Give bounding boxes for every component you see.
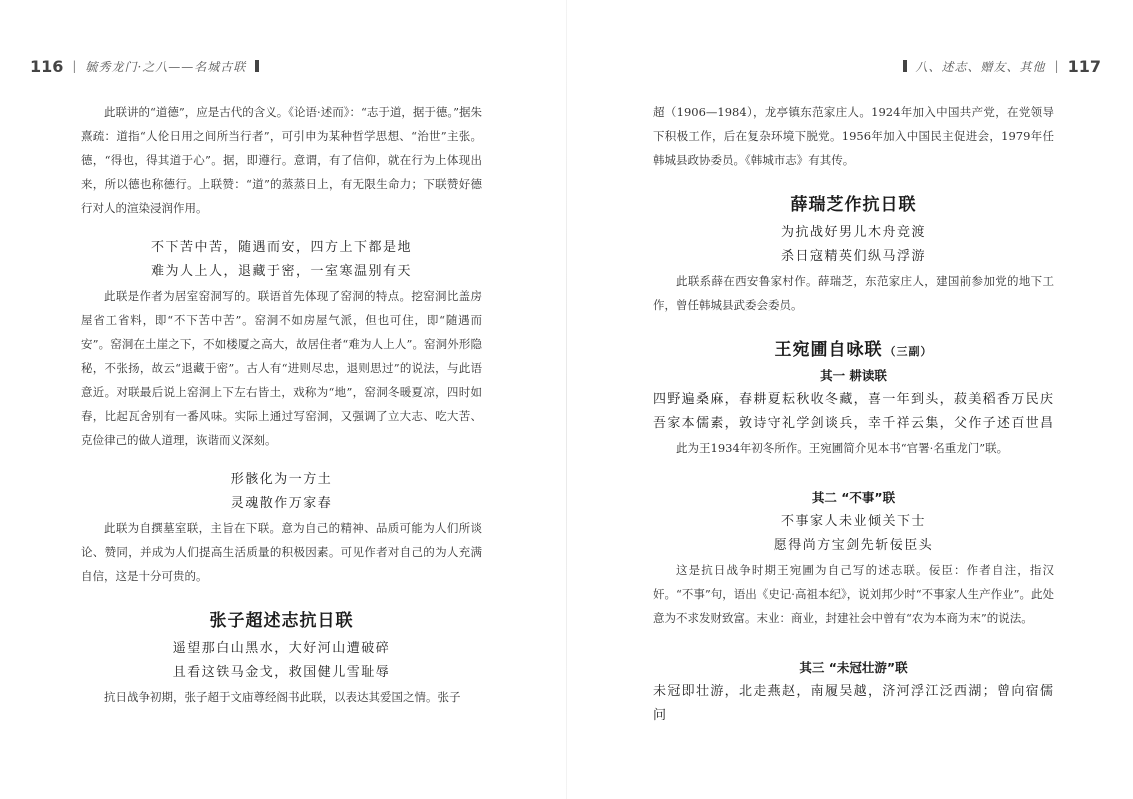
book-gutter xyxy=(566,0,567,799)
section-heading: 薛瑞芝作抗日联 xyxy=(790,195,917,215)
paragraph: 这是抗日战争时期王宛圃为自己写的述志联。佞臣：作者自注，指汉奸。“不事”句，语出《史记·高祖本纪》，说刘邦少时“不事家人生产作业”。此处意为不求发财致富。末业：商业，封建社会中曾有“农为本商为末”的说法。 xyxy=(653,563,1054,625)
header-block-icon xyxy=(903,60,907,72)
header-separator-icon: | xyxy=(72,59,77,73)
paragraph: 此联系薛在西安鲁家村作。薛瑞芝，东范家庄人，建国前参加党的地下工作，曾任韩城县武委会委员。 xyxy=(653,274,1054,312)
couplet-line: 未冠即壮游，北走燕赵，南履吴越，济河浮江泛西湖；曾向宿儒问 xyxy=(653,684,1054,723)
paragraph: 此联为自撰墓室联，主旨在下联。意为自己的精神、品质可能为人们所谈论、赞同，并成为人们提高生活质量的积极因素。可见作者对自己的为人充满自信，这是十分可贵的。 xyxy=(81,521,482,583)
header-block-icon xyxy=(255,60,259,72)
couplet-line: 杀日寇精英们纵马浮游 xyxy=(780,249,926,264)
subsection-heading: 其二 “不事”联 xyxy=(811,490,896,505)
subsection-heading: 其一 耕读联 xyxy=(820,368,887,383)
left-header-title: 毓秀龙门·之八——名城古联 xyxy=(85,59,247,74)
couplet-line: 不下苦中苦，随遇而安，四方上下都是地 xyxy=(150,240,412,255)
section-heading-text: 王宛圃自咏联 xyxy=(774,340,883,360)
couplet-line: 且看这铁马金戈，救国健儿雪耻辱 xyxy=(172,665,391,680)
section-heading: 张子超述志抗日联 xyxy=(209,611,354,631)
right-page-body xyxy=(653,100,1054,728)
couplet-line: 难为人上人，退藏于密，一室寒温别有天 xyxy=(150,264,412,279)
right-running-header xyxy=(903,56,1101,76)
right-page-number: 117 xyxy=(1067,56,1101,76)
spacer xyxy=(653,460,1054,474)
left-page-number: 116 xyxy=(30,56,64,76)
paragraph: 此为王1934年初冬所作。王宛圃简介见本书“官署·名重龙门”联。 xyxy=(676,441,1009,455)
subsection-heading: 其三 “未冠壮游”联 xyxy=(799,660,908,675)
section-heading xyxy=(653,335,1054,360)
left-running-header xyxy=(30,56,259,76)
couplet-line: 愿得尚方宝剑先斩佞臣头 xyxy=(773,538,934,553)
paragraph: 抗日战争初期，张子超于文庙尊经阁书此联，以表达其爱国之情。张子 xyxy=(104,690,461,704)
couplet-line: 灵魂散作万家春 xyxy=(230,496,333,511)
paragraph: 此联是作者为居室窑洞写的。联语首先体现了窑洞的特点。挖窑洞比盖房屋省工省料，即“不下苦中苦”。窑洞不如房屋气派，但也可住，即“随遇而安”。窑洞在土崖之下，不如楼厦之高大，故居住者“难为人上人”。窑洞外形隐秘，不张扬，故云“退藏于密”。古人有“进则尽忠，退则思过”的说法，与此语意近。对联最后说上窑洞上下左右皆土，戏称为“地”，窑洞冬暖夏凉，四时如春，比起瓦舍别有一番风味。实际上通过写窑洞，又强调了立大志、吃大苦、克俭律己的做人道理，诙谐而义深刻。 xyxy=(81,289,482,447)
paragraph: 此联讲的“道德”，应是古代的含义。《论语·述而》：“志于道，据于德。”据朱熹疏：道指“人伦日用之间所当行者”，可引申为某种哲学思想、“治世”主张。德，“得也，得其道于心”。据，即遵行。意谓，有了信仰，就在行为上体现出来，所以德也称德行。上联赞：“道”的蒸蒸日上，有无限生命力；下联赞好德行对人的渲染浸润作用。 xyxy=(81,105,482,215)
couplet-line: 遥望那白山黑水，大好河山遭破碎 xyxy=(172,641,391,656)
left-page-body xyxy=(81,100,482,709)
paragraph: 超（1906—1984），龙亭镇东范家庄人。1924年加入中国共产党，在党领导下积极工作，后在复杂环境下脱党。1956年加入中国民主促进会，1979年任韩城县政协委员。《韩城市志》有其传。 xyxy=(653,105,1054,167)
header-separator-icon: | xyxy=(1054,59,1059,73)
right-header-title: 八、述志、赠友、其他 xyxy=(915,59,1046,74)
couplet-line: 形骸化为一方土 xyxy=(230,472,333,487)
couplet-line: 为抗战好男儿木舟竞渡 xyxy=(780,225,926,240)
spacer xyxy=(653,630,1054,644)
section-heading-sub: （三副） xyxy=(884,345,933,358)
couplet-line: 四野遍桑麻，春耕夏耘秋收冬藏，喜一年到头，菽美稻香万民庆 xyxy=(653,392,1054,407)
couplet-line: 不事家人未业倾关下士 xyxy=(780,514,926,529)
couplet-line: 吾家本儒素，敦诗守礼学剑谈兵，幸千祥云集，父作子述百世昌 xyxy=(653,416,1054,431)
